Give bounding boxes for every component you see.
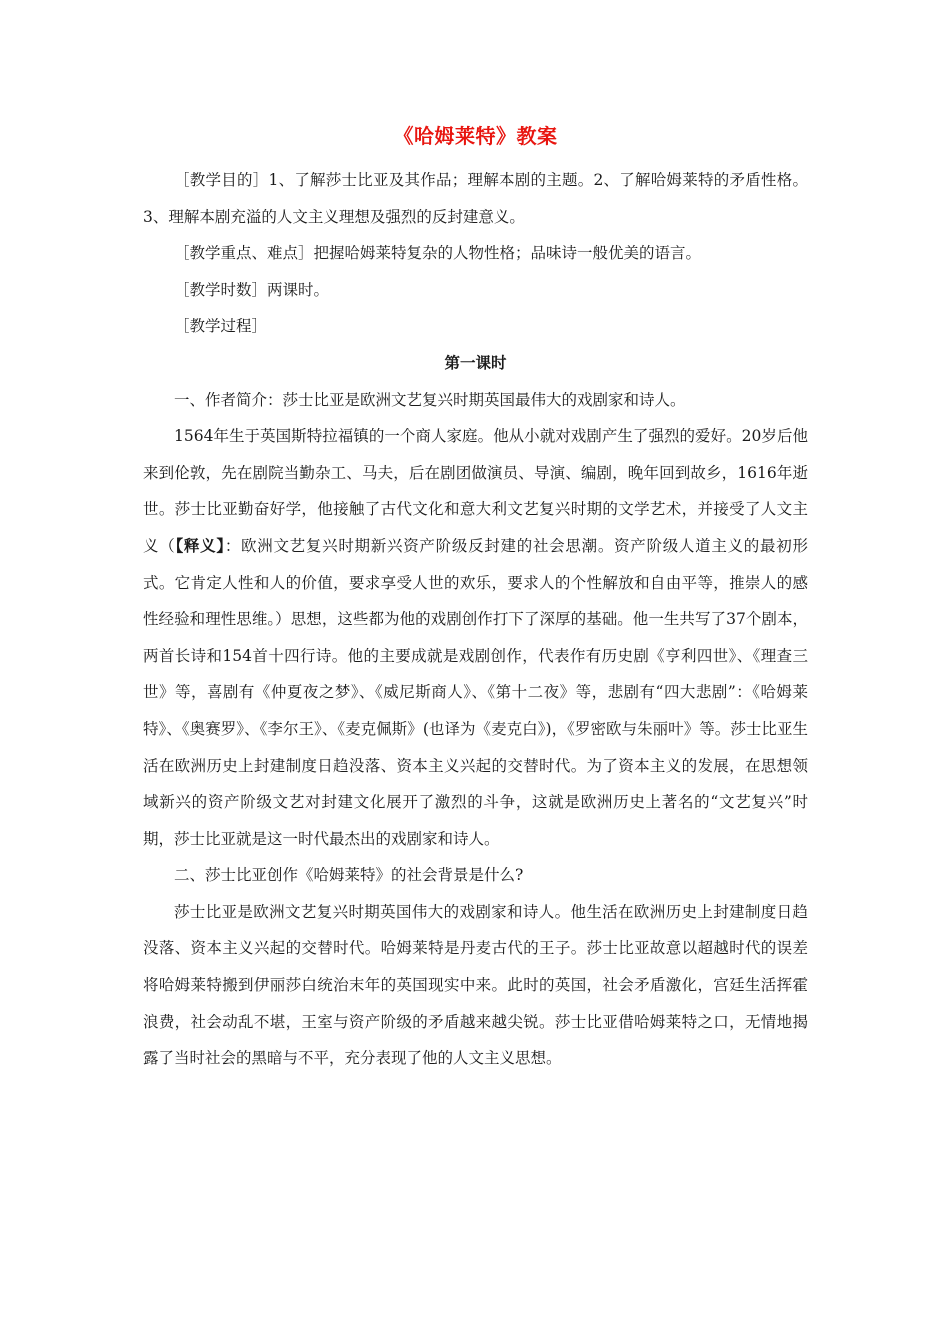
section2-body: 莎士比亚是欧洲文艺复兴时期英国伟大的戏剧家和诗人。他生活在欧洲历史上封建制度日趋没落、资本主义兴起的交替时代。哈姆莱特是丹麦古代的王子。莎士比亚故意以超越时代的误差将哈姆莱特搬到伊丽莎白统治末年的英国现实中来。此时的英国，社会矛盾激化，宫廷生活挥霍浪费，社会动乱不堪，王室与资产阶级的矛盾越来越尖锐。莎士比亚借哈姆莱特之口，无情地揭露了当时社会的黑暗与不平，充分表现了他的人文主义思想。 bbox=[143, 902, 808, 1068]
section1-heading: 一、作者简介：莎士比亚是欧洲文艺复兴时期英国最伟大的戏剧家和诗人。 bbox=[174, 390, 686, 409]
teaching-key-points: ［教学重点、难点］把握哈姆莱特复杂的人物性格；品味诗一般优美的语言。 bbox=[174, 244, 702, 263]
document-title: 《哈姆莱特》教案 bbox=[393, 124, 558, 148]
lesson-one-heading: 第一课时 bbox=[444, 352, 507, 372]
section2-heading: 二、莎士比亚创作《哈姆莱特》的社会背景是什么? bbox=[174, 866, 524, 885]
document-page bbox=[143, 118, 808, 1077]
teaching-process: ［教学过程］ bbox=[174, 317, 268, 336]
teaching-hours: ［教学时数］两课时。 bbox=[174, 280, 330, 299]
section1-body bbox=[143, 418, 808, 857]
section1-body-part-b: ：欧洲文艺复兴时期新兴资产阶级反封建的社会思潮。资产阶级人道主义的最初形式。它肯定人性和人的价值，要求享受人世的欢乐，要求人的个性解放和自由平等，推崇人的感性经验和理性思维。）思想，这些都为他的戏剧创作打下了深厚的基础。他一生共写了37个剧本，两首长诗和154首十四行诗。他的主要成就是戏剧创作，代表作有历史剧《亨利四世》、《理查三世》等，喜剧有《仲夏夜之梦》、《威尼斯商人》、《第十二夜》等，悲剧有“四大悲剧”：《哈姆莱特》、《奥赛罗》、《李尔王》、《麦克佩斯》(也译为《麦克白》)，《罗密欧与朱丽叶》等。莎士比亚生活在欧洲历史上封建制度日趋没落、资本主义兴起的交替时代。为了资本主义的发展，在思想领域新兴的资产阶级文艺对封建文化展开了激烈的斗争，这就是欧洲历史上著名的“文艺复兴”时期，莎士比亚就是这一时代最杰出的戏剧家和诗人。 bbox=[143, 536, 808, 848]
teaching-objectives: ［教学目的］1、了解莎士比亚及其作品；理解本剧的主题。2、了解哈姆莱特的矛盾性格。3、理解本剧充溢的人文主义理想及强烈的反封建意义。 bbox=[143, 171, 808, 226]
definition-label: 【释义】 bbox=[175, 535, 225, 555]
section1-body-part-a: 1564年生于英国斯特拉福镇的一个商人家庭。他从小就对戏剧产生了强烈的爱好。20岁后他来到伦敦，先在剧院当勤杂工、马夫，后在剧团做演员、导演、编剧，晚年回到故乡，1616年逝世。莎士比亚勤奋好学，他接触了古代文化和意大利文艺复兴时期的文学艺术，并接受了人文主义（ bbox=[143, 427, 808, 555]
